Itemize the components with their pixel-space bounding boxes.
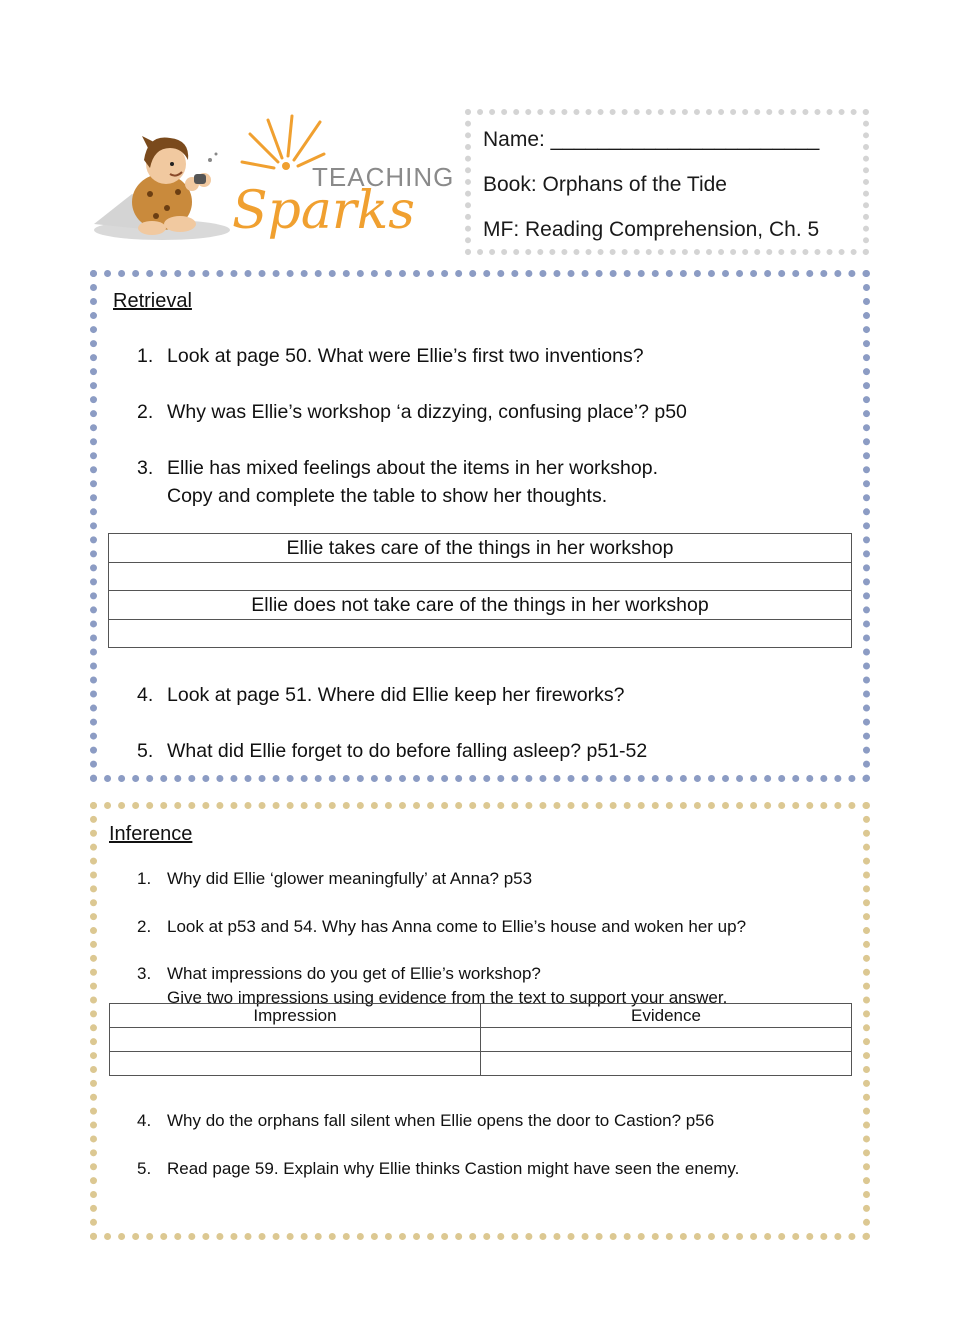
table-answer-cell[interactable]: [109, 563, 852, 591]
inference-table: [109, 1003, 852, 1076]
caveman-logo-icon: [92, 112, 452, 252]
inference-section: Inference 1. Why did Ellie ‘glower meaningfully’ at Anna? p53 2. Look at p53 and 54. Why has Anna come to Ellie’s house and woken her up? 3. What impressions do you get of Ellie’s workshop? Give two impressions using evidence from the text to support your answer. Impression Evidence 4. Why do the orphans fall silent when Ellie opens the door to Castion? p56 5. Read page 59. Explain why Ellie thinks Castion might have seen the enemy.: [90, 802, 870, 1240]
logo-teaching-text: TEACHING: [312, 162, 452, 192]
retrieval-section: Retrieval 1. Look at page 50. What were Ellie’s first two inventions? 2. Why was Ellie’s workshop ‘a dizzying, confusing place’? p50 3. Ellie has mixed feelings about the items in her workshop. Copy and complete the table to show her thoughts. Ellie takes care of the things in her workshop Ellie does not take care of the things in her workshop 4. Look at page 51. Where did Ellie keep her fireworks? 5. What did Ellie forget to do before falling asleep? p51-52: [90, 270, 870, 782]
table-header-evidence: Evidence: [481, 1004, 852, 1028]
retrieval-title: Retrieval: [113, 290, 192, 312]
name-field[interactable]: Name: _______________________: [483, 128, 820, 151]
info-box: [465, 109, 869, 255]
mf-title: MF: Reading Comprehension, Ch. 5: [483, 218, 820, 241]
table-header-takes-care: Ellie takes care of the things in her workshop: [109, 534, 852, 563]
table-answer-cell[interactable]: [481, 1052, 852, 1076]
table-answer-cell[interactable]: [110, 1052, 481, 1076]
table-answer-cell[interactable]: [110, 1028, 481, 1052]
retrieval-table: [108, 533, 852, 648]
inference-title: Inference: [109, 823, 193, 845]
table-answer-cell[interactable]: [109, 620, 852, 648]
logo-sparks-text: Sparks: [232, 181, 415, 241]
book-title: Book: Orphans of the Tide: [483, 173, 727, 196]
table-header-not-care: Ellie does not take care of the things in her workshop: [109, 591, 852, 620]
teaching-sparks-logo: [92, 112, 452, 252]
table-answer-cell[interactable]: [481, 1028, 852, 1052]
table-header-impression: Impression: [110, 1004, 481, 1028]
